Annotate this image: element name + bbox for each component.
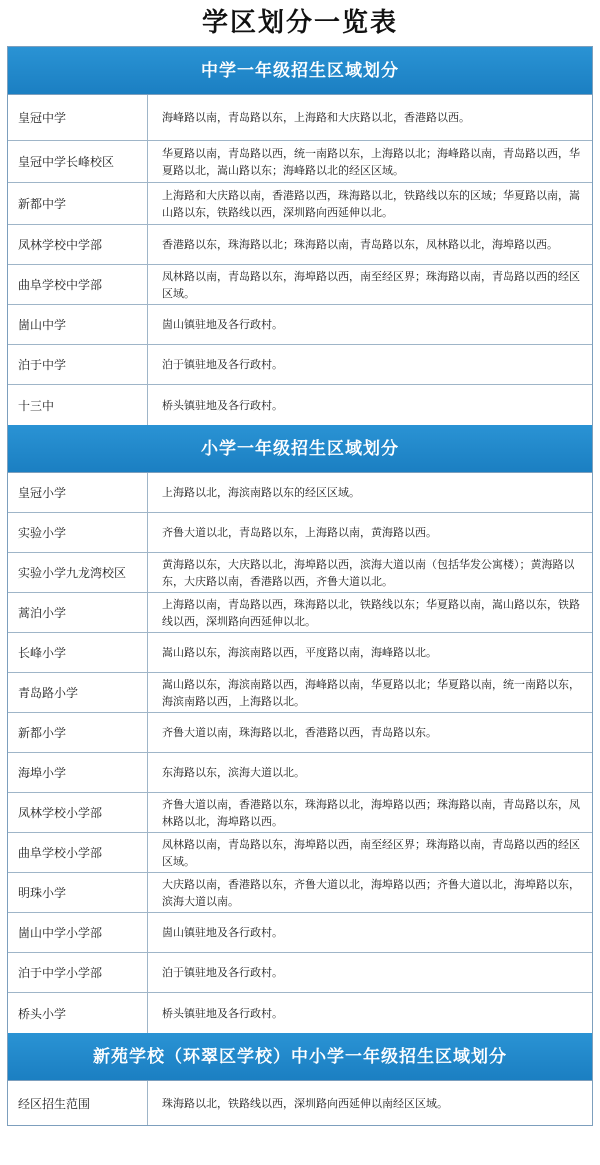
section-header: 新苑学校（环翠区学校）中小学一年级招生区域划分: [8, 1033, 592, 1081]
enrollment-area: 珠海路以北，铁路线以西，深圳路向西延伸以南经区区域。: [162, 1096, 448, 1110]
section-primary-school: [8, 425, 592, 1033]
school-name: 明珠小学: [8, 873, 148, 912]
enrollment-area: 上海路以南，青岛路以西，珠海路以北，铁路线以东；华夏路以南，嵩山路以东，铁路线以西，深圳路向西延伸以北。: [162, 597, 580, 628]
table-row: [8, 95, 592, 141]
section-header: 中学一年级招生区域划分: [8, 47, 592, 95]
table-row: [8, 1081, 592, 1125]
school-name: 皇冠中学: [8, 95, 148, 140]
table-row: [8, 833, 592, 873]
enrollment-area: 崮山镇驻地及各行政村。: [162, 318, 283, 331]
table-row: [8, 513, 592, 553]
table-row: [8, 141, 592, 183]
school-name: 曲阜学校中学部: [8, 265, 148, 304]
enrollment-area: 齐鲁大道以南，珠海路以北，香港路以西，青岛路以东。: [162, 726, 437, 739]
enrollment-area: 泊于镇驻地及各行政村。: [162, 966, 283, 979]
table-row: [8, 305, 592, 345]
table-row: [8, 633, 592, 673]
school-name: 泊于中学小学部: [8, 953, 148, 992]
enrollment-area: 香港路以东，珠海路以北；珠海路以南，青岛路以东，凤林路以北，海埠路以西。: [162, 238, 558, 251]
enrollment-area: 嵩山路以东，海滨南路以西，平度路以南，海峰路以北。: [162, 646, 437, 659]
school-name: 实验小学九龙湾校区: [8, 553, 148, 592]
table-row: [8, 913, 592, 953]
school-name: 皇冠中学长峰校区: [8, 141, 148, 182]
enrollment-area: 崮山镇驻地及各行政村。: [162, 926, 283, 939]
school-name: 青岛路小学: [8, 673, 148, 712]
school-name: 海埠小学: [8, 753, 148, 792]
school-name: 曲阜学校小学部: [8, 833, 148, 872]
enrollment-area: 齐鲁大道以南，香港路以东，珠海路以北，海埠路以西；珠海路以南，青岛路以东，凤林路以北，海埠路以西。: [162, 797, 580, 828]
enrollment-area: 桥头镇驻地及各行政村。: [162, 1006, 283, 1020]
school-name: 新都小学: [8, 713, 148, 752]
table-row: [8, 953, 592, 993]
table-row: [8, 183, 592, 225]
table-row: [8, 993, 592, 1033]
enrollment-area: 桥头镇驻地及各行政村。: [162, 398, 283, 412]
enrollment-area: 东海路以东，滨海大道以北。: [162, 766, 305, 779]
table-row: [8, 225, 592, 265]
enrollment-area: 海峰路以南，青岛路以东，上海路和大庆路以北，香港路以西。: [162, 111, 470, 124]
table-row: [8, 473, 592, 513]
enrollment-area: 嵩山路以东，海滨南路以西，海峰路以南，华夏路以北；华夏路以南，统一南路以东，海滨南路以西，上海路以北。: [162, 677, 580, 708]
table-row: [8, 385, 592, 425]
section-middle-school: [8, 47, 592, 425]
table-row: [8, 593, 592, 633]
table-row: [8, 753, 592, 793]
section-header: 小学一年级招生区域划分: [8, 425, 592, 473]
school-name: 蒿泊小学: [8, 593, 148, 632]
enrollment-area: 黄海路以东，大庆路以北，海埠路以西，滨海大道以南（包括华发公寓楼）；黄海路以东，大庆路以南，香港路以西，齐鲁大道以北。: [162, 557, 575, 588]
table-row: [8, 345, 592, 385]
enrollment-area: 凤林路以南，青岛路以东，海埠路以西，南至经区界；珠海路以南，青岛路以西的经区区域。: [162, 269, 580, 300]
table-row: [8, 793, 592, 833]
school-name: 新都中学: [8, 183, 148, 224]
enrollment-area: 华夏路以南，青岛路以西，统一南路以东，上海路以北；海峰路以南，青岛路以西，华夏路以北，嵩山路以东；海峰路以北的经区区域。: [162, 146, 580, 177]
table-row: [8, 873, 592, 913]
school-name: 桥头小学: [8, 993, 148, 1033]
school-name: 十三中: [8, 385, 148, 425]
school-name: 泊于中学: [8, 345, 148, 384]
page-title: 学区划分一览表: [201, 8, 398, 38]
school-name: 崮山中学: [8, 305, 148, 344]
table-row: [8, 553, 592, 593]
section-xinyuan-school: [8, 1033, 592, 1125]
school-name: 长峰小学: [8, 633, 148, 672]
school-name: 凤林学校小学部: [8, 793, 148, 832]
school-name: 皇冠小学: [8, 473, 148, 512]
zoning-table: [7, 46, 593, 1126]
school-name: 凤林学校中学部: [8, 225, 148, 264]
enrollment-area: 上海路和大庆路以南，香港路以西，珠海路以北，铁路线以东的区域；华夏路以南，嵩山路以东，铁路线以西，深圳路向西延伸以北。: [162, 188, 580, 219]
school-name: 实验小学: [8, 513, 148, 552]
school-name: 经区招生范围: [8, 1081, 148, 1125]
school-name: 崮山中学小学部: [8, 913, 148, 952]
enrollment-area: 齐鲁大道以北，青岛路以东，上海路以南，黄海路以西。: [162, 526, 437, 539]
enrollment-area: 上海路以北，海滨南路以东的经区区域。: [162, 486, 360, 499]
table-row: [8, 265, 592, 305]
enrollment-area: 凤林路以南，青岛路以东，海埠路以西，南至经区界；珠海路以南，青岛路以西的经区区域。: [162, 837, 580, 868]
enrollment-area: 大庆路以南，香港路以东，齐鲁大道以北，海埠路以西；齐鲁大道以北，海埠路以东，滨海大道以南。: [162, 877, 580, 908]
table-row: [8, 713, 592, 753]
table-row: [8, 673, 592, 713]
enrollment-area: 泊于镇驻地及各行政村。: [162, 358, 283, 371]
